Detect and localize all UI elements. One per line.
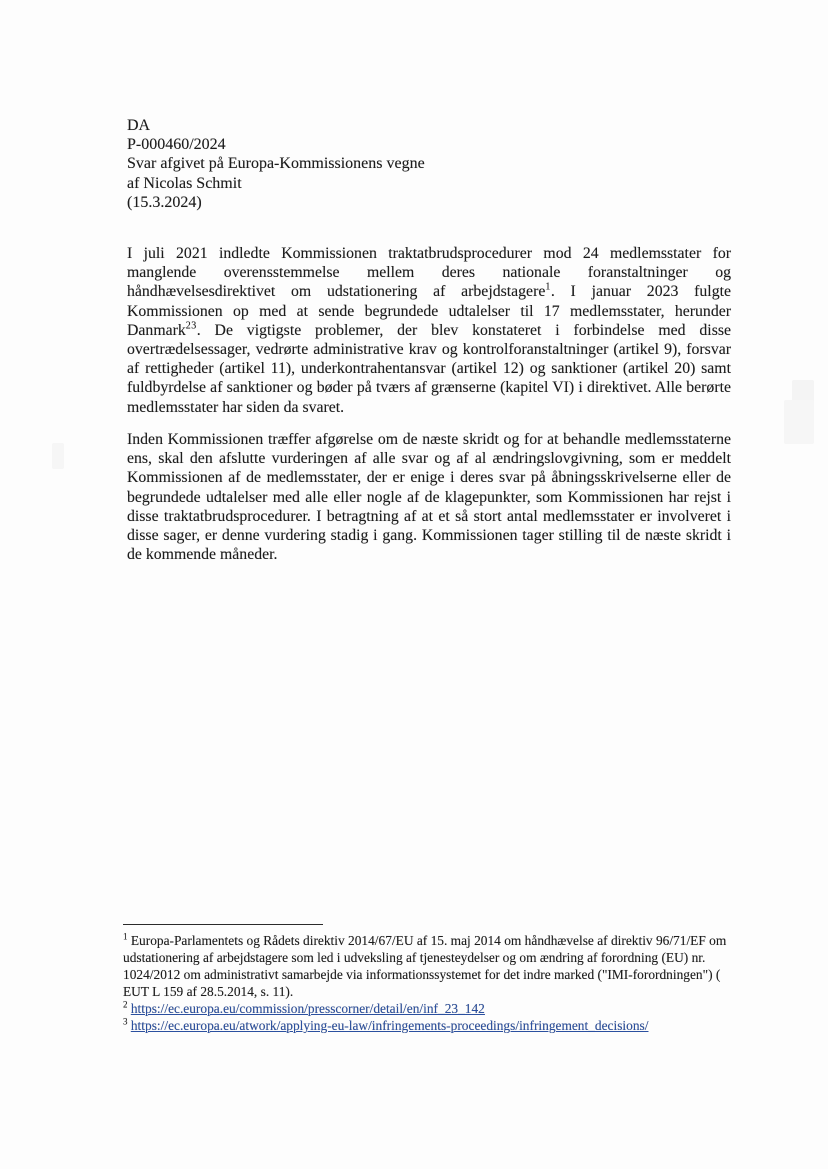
footnote-reference-1: 1 bbox=[545, 282, 551, 294]
body-paragraph-1 bbox=[127, 244, 731, 417]
footnote-3-marker: 3 bbox=[123, 1016, 128, 1027]
footnote-3 bbox=[123, 1017, 731, 1034]
footnote-1-text: Europa-Parlamentets og Rådets direktiv 2014/67/EU af 15. maj 2014 om håndhævelse af direktiv 96/71/EF om udstationering af arbejdstagere som led i udveksling af tjenesteydelser og om ændring af forordning (EU) nr. 1024/2012 om administrativt samarbejde via informationssystemet for det indre marked ("IMI-forordningen") ( EUT L 159 af 28.5.2014, s. 11). bbox=[123, 933, 727, 999]
answer-title: Svar afgivet på Europa-Kommissionens vegne bbox=[127, 155, 425, 173]
document-header bbox=[127, 116, 425, 212]
footnote-2 bbox=[123, 1000, 731, 1017]
scan-artifact-smudge bbox=[792, 380, 814, 402]
footnotes-section bbox=[123, 924, 731, 1034]
footnote-2-marker: 2 bbox=[123, 999, 128, 1010]
body-paragraph-2: Inden Kommissionen træffer afgørelse om de næste skridt og for at behandle medlemsstaterne ens, skal den afslutte vurderingen af alle svar og af al ændringslovgivning, som er meddelt Kommissionen af de medlemsstater, der er enige i deres svar på åbningsskrivelserne eller de begrundede udtalelser med alle eller nogle af de klagepunkter, som Kommissionen har rejst i disse traktatbrudsprocedurer. I betragtning af at et så stort antal medlemsstater er involveret i disse sager, er denne vurdering stadig i gang. Kommissionen tager stilling til de næste skridt i de kommende måneder. bbox=[127, 431, 731, 564]
scan-artifact-smudge bbox=[52, 443, 64, 469]
answer-author: af Nicolas Schmit bbox=[127, 174, 242, 192]
footnote-1-marker: 1 bbox=[123, 931, 128, 942]
footnote-reference-2-3: 23 bbox=[185, 320, 197, 332]
footnote-2-link-presscorner[interactable]: https://ec.europa.eu/commission/presscorner/detail/en/inf_23_142 bbox=[130, 1001, 485, 1016]
paragraph-1-text-a: I juli 2021 indledte Kommissionen traktatbrudsprocedurer mod 24 medlemsstater for manglende overensstemmelse mellem deres nationale foranstaltninger og håndhævelsesdirektivet om udstationering af arbejdstagere bbox=[127, 245, 731, 301]
footnote-1 bbox=[123, 932, 731, 1000]
question-reference: P-000460/2024 bbox=[127, 136, 226, 154]
footnote-3-link-infringement-decisions[interactable]: https://ec.europa.eu/atwork/applying-eu-law/infringements-proceedings/infringement_decisions/ bbox=[130, 1018, 649, 1033]
paragraph-1-text-c: . De vigtigste problemer, der blev konstateret i forbindelse med disse overtrædelsessager, vedrørte administrative krav og kontrolforanstaltninger (artikel 9), forsvar af rettigheder (artikel 11), underkontrahentansvar (artikel 12) og sanktioner (artikel 20) samt fuldbyrdelse af sanktioner og bøder på tværs af grænserne (kapitel VI) i direktivet. Alle berørte medlemsstater har siden da svaret. bbox=[127, 321, 731, 416]
answer-date: (15.3.2024) bbox=[127, 193, 202, 211]
scan-artifact-smudge bbox=[784, 400, 814, 444]
paragraph-1-text-b: . I januar 2023 fulgte Kommissionen op med at sende begrundede udtalelser til 17 medlemsstater, herunder Danmark bbox=[127, 283, 731, 339]
footnote-divider-rule bbox=[123, 924, 323, 925]
language-code: DA bbox=[127, 117, 151, 134]
